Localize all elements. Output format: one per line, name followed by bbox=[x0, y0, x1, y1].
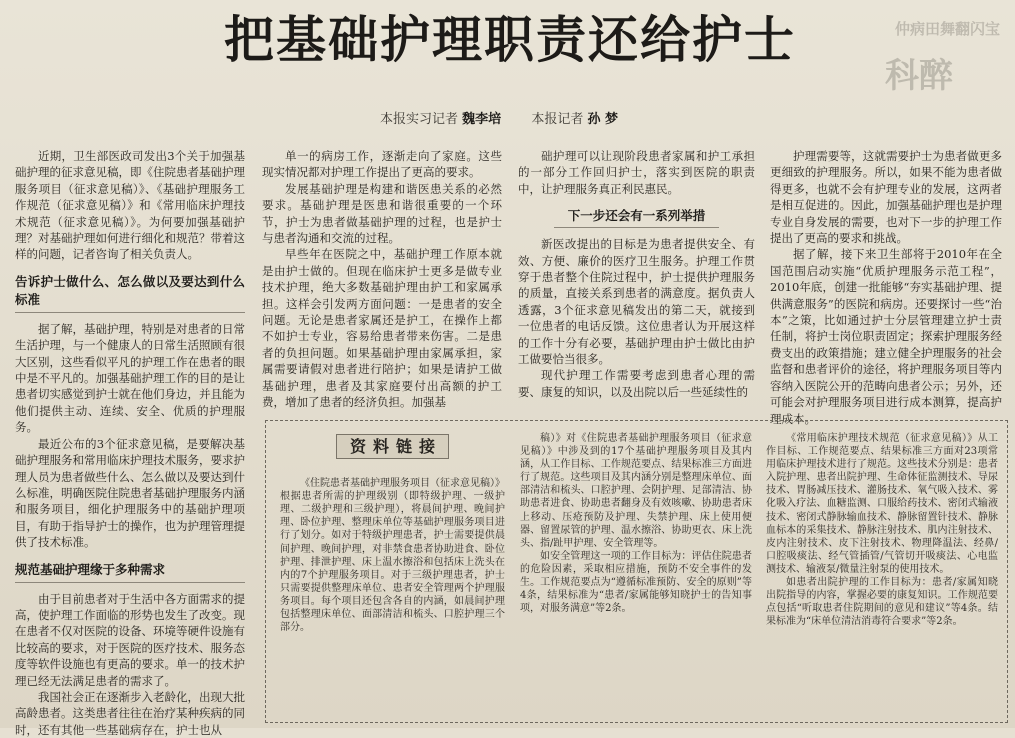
article-column-3 bbox=[518, 148, 755, 400]
byline-name-1: 魏李培 bbox=[462, 112, 502, 127]
adjacent-text-top: 仲病田舞翻闪宝 bbox=[895, 20, 1001, 38]
byline-name-2: 孙 梦 bbox=[587, 112, 618, 127]
paragraph: 近期，卫生部医政司发出3个关于加强基础护理的征求意见稿，即《住院患者基础护理服务项目（征求意见稿）》、《基础护理服务工作规范（征求意见稿）》和《常用临床护理技术规范（征求意见稿）》。为何要加强基础护理？对基础护理如何进行细化和规范？带着这样的问题，记者咨询了相关负责人。 bbox=[15, 149, 245, 262]
subheading: 告诉护士做什么、怎么做以及要达到什么标准 bbox=[15, 273, 245, 313]
paragraph: 据了解，接下来卫生部将于2010年在全国范围启动实施“优质护理服务示范工程”，2010年底，创建一批能够“夯实基础护理、提供满意服务”的医院和病房。还要探讨一些“治本”之策，比如通过护士分层管理建立护士责任制，将护士岗位职责固定；探索护理服务经费支出的政策措施；建立健全护理服务的社会监督和患者评价的途径，将护理服务项目等内容纳入医院公开的范畴向患者公示；另外，还可能会对护理服务项目进行成本测算，提高护理成本。 bbox=[770, 247, 1002, 426]
paragraph: 护理需要等，这就需要护士为患者做更多更细致的护理服务。所以，如果不能为患者做得更多，也就不会有护理专业的发展，这两者是相互促进的。因此，加强基础护理也是护理专业自身发展的需要，也对下一步的护理工作提出了更高的要求和挑战。 bbox=[770, 149, 1002, 246]
paragraph: 《住院患者基础护理服务项目（征求意见稿）》根据患者所需的护理级别（即特级护理、一级护理、二级护理和三级护理），将晨间护理、晚间护理、卧位护理、整理床单位等基础护理服务项目进行了划分。如对于特级护理患者，护士需要提供晨间护理、晚间护理，对非禁食患者协助进食、卧位护理、排泄护理、床上温水擦浴和包括床上洗头在内的7个护理服务项目。对于三级护理患者，护士只需要提供整理床单位、患者安全管理两个护理服务项目。每个项目还包含各自的内涵，如晨间护理包括整理床单位、面部清洁和梳头、口腔护理三个部分。 bbox=[280, 478, 505, 634]
article-column-1 bbox=[15, 148, 245, 738]
paragraph: 单一的病房工作，逐渐走向了家庭。这些现实情况都对护理工作提出了更高的要求。 bbox=[262, 149, 502, 180]
adjacent-text-bottom: 科醉 bbox=[885, 56, 953, 95]
article-column-2 bbox=[262, 148, 502, 411]
paragraph: 发展基础护理是构建和谐医患关系的必然要求。基础护理是医患和谐很重要的一个环节，护士为患者做基础护理的过程，也是护士与患者沟通和交流的过程。 bbox=[262, 181, 502, 246]
paragraph: 现代护理工作需要考虑到患者心理的需要、康复的知识，以及出院以后一些延续性的 bbox=[518, 368, 755, 399]
subheading: 规范基础护理缘于多种需求 bbox=[15, 561, 245, 583]
article-column-4 bbox=[770, 148, 1002, 427]
paragraph: 如安全管理这一项的工作目标为：评估住院患者的危险因素，采取相应措施，预防不安全事件的发生。工作规范要点为“遵循标准预防、安全的原则”等4条，结果标准为“患者/家属能够知晓护士的告知事项，对服务满意”等2条。 bbox=[520, 550, 752, 615]
paragraph: 新医改提出的目标是为患者提供安全、有效、方便、廉价的医疗卫生服务。护理工作贯穿于患者整个住院过程中，护士提供护理服务的质量，直接关系到患者的满意度。据负责人透露，3个征求意见稿发出的第二天，就接到一位患者的电话反馈。这位患者认为开展这样的工作十分有必要，基础护理由护士做比由护工做要恰当很多。 bbox=[518, 237, 755, 367]
paragraph: 如患者出院护理的工作目标为：患者/家属知晓出院指导的内容，掌握必要的康复知识。工作规范要点包括“听取患者住院期间的意见和建议”等4条。结果标准为“床单位清洁消毒符合要求”等2条。 bbox=[766, 577, 998, 628]
article-headline: 把基础护理职责还给护士 bbox=[224, 11, 796, 69]
paragraph: 我国社会正在逐渐步入老龄化，出现大批高龄患者。这类患者往往在治疗某种疾病的同时，还有其他一些基础病存在，护士也从 bbox=[15, 689, 245, 737]
paragraph: 最近公布的3个征求意见稿，是要解决基础护理服务和常用临床护理技术服务，要求护理人员为患者做些什么、怎么做以及要达到什么标准，明确医院住院患者基础护理服务内涵和服务项目，细化护理服务中的基础护理项目，有助于指导护士的操作，也为护理管理提供了技术标准。 bbox=[15, 436, 245, 550]
byline bbox=[380, 108, 644, 127]
info-box-column-2 bbox=[520, 432, 752, 615]
paragraph: 由于目前患者对于生活中各方面需求的提高，使护理工作面临的形势也发生了改变。现在患者不仅对医院的设备、环境等硬件设施有比较高的要求，对于医院的医疗技术、服务态度等软件设施也有更高的要求。单一的技术护理已经无法满足患者的需求了。 bbox=[15, 591, 245, 688]
paragraph: 《常用临床护理技术规范（征求意见稿）》从工作目标、工作规范要点、结果标准三方面对23项常用临床护理技术进行了规范。这些技术分别是：患者入院护理、患者出院护理、生命体征监测技术、导尿技术、胃肠减压技术、灌肠技术、氧气吸入技术、雾化吸入疗法、血糖监测、口服给药技术、密闭式输液技术、密闭式静脉输血技术、静脉留置针技术、静脉血标本的采集技术、静脉注射技术、肌内注射技术、皮内注射技术、皮下注射技术、物理降温法、经鼻/口腔吸痰法、经气管插管/气管切开吸痰法、心电监测技术、输液泵/微量注射泵的使用技术。 bbox=[766, 433, 998, 575]
paragraph: 早些年在医院之中，基础护理工作原本就是由护士做的。但现在临床护士更多是做专业技术护理，绝大多数基础护理由护工和家属承担。这样会引发两方面问题：一是患者的安全问题。无论是患者家属还是护工，在操作上都不如护士专业，容易给患者带来伤害。二是患者的负担问题。如果基础护理由家属承担，家属需要请假对患者进行陪护；如果是请护工做基础护理，患者及其家庭要付出高额的护工费，增加了患者的经济负担。加强基 bbox=[262, 247, 502, 410]
byline-role-1: 本报实习记者 bbox=[380, 112, 459, 127]
paragraph: 据了解，基础护理，特别是对患者的日常生活护理，与一个健康人的日常生活照顾有很大区别，这些看似平凡的护理工作在患者的眼中是不平凡的。加强基础护理工作的目的是让患者切实感觉到护士就在他们身边，并且能为他们提供主动、连续、安全、优质的护理服务。 bbox=[15, 321, 245, 435]
byline-role-2: 本报记者 bbox=[531, 112, 584, 127]
info-box-column-3 bbox=[766, 432, 998, 628]
subheading: 下一步还会有一系列举措 bbox=[518, 207, 755, 228]
info-box-title: 资料链接 bbox=[336, 434, 449, 459]
paragraph: 础护理可以让现阶段患者家属和护工承担的一部分工作回归护士，落实到医院的职责中，让护理服务真正利民惠民。 bbox=[518, 149, 755, 196]
adjacent-article-bleed bbox=[880, 0, 1015, 95]
paragraph: 稿）》对《住院患者基础护理服务项目（征求意见稿）》中涉及到的17个基础护理服务项目及其内涵，从工作目标、工作规范要点、结果标准三方面进行了规范。这些项目及其内涵分别是整理床单位、面部清洁和梳头、口腔护理、会阴护理、足部清洁、协助患者进食、协助患者翻身及有效咳嗽、协助患者床上移动、压疮预防及护理、失禁护理、床上使用便器、留置尿管的护理、温水擦浴、协助更衣、床上洗头、指/趾甲护理、安全管理等。 bbox=[520, 433, 752, 549]
info-box-column-1 bbox=[280, 432, 505, 634]
